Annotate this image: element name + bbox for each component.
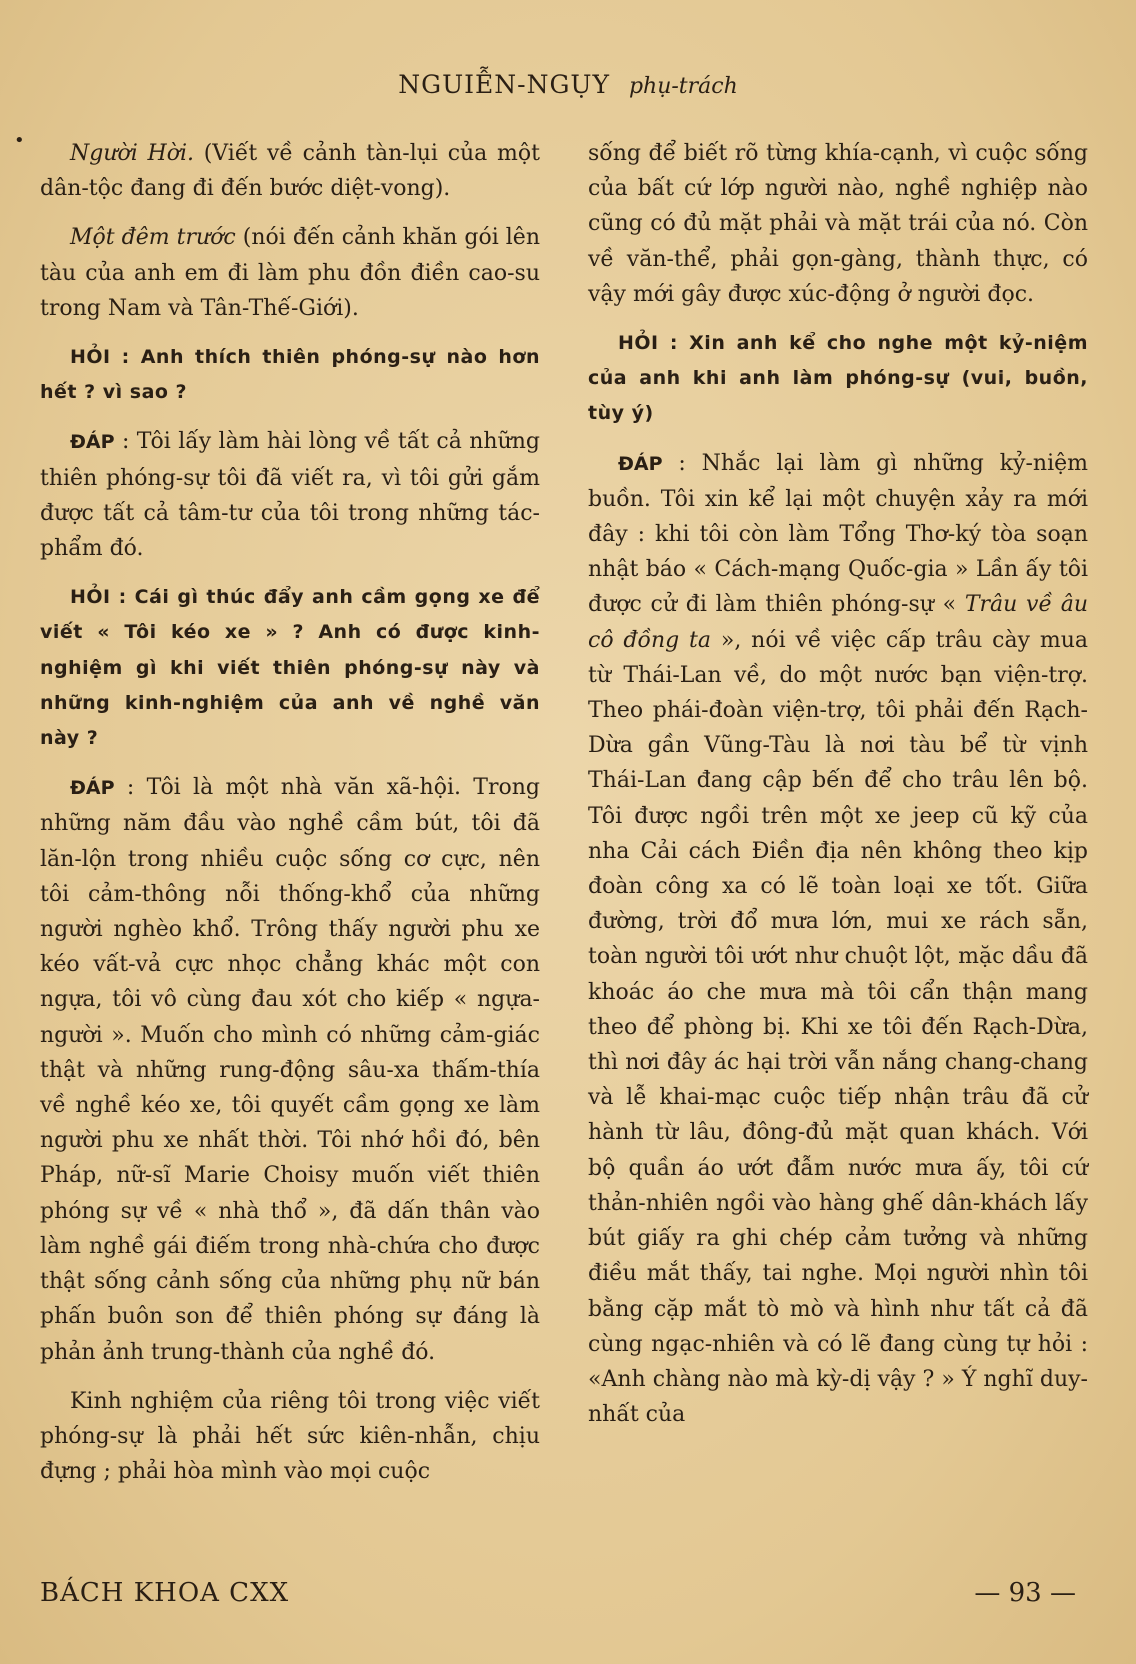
answer-2 xyxy=(40,770,540,1369)
answer-text: », nói về việc cấp trâu cày mua từ Thái-Lan về, do một nước bạn viện-trợ. Theo phái-đoàn viện-trợ, tôi phải đến Rạch-Dừa gần Vũng-Tàu là nơi tàu bể từ vịnh Thái-Lan đang cập bến để cho trâu lên bộ. Tôi được ngồi trên một xe jeep cũ kỹ của nha Cải cách Điền địa nên không theo kịp đoàn công xa có lẽ toàn loại xe tốt. Giữa đường, trời đổ mưa lớn, mui xe rách sẵn, toàn người tôi ướt như chuột lột, mặc dầu đã khoác áo che mưa mà tôi cẩn thận mang theo để phòng bị. Khi xe tôi đến Rạch-Dừa, thì nơi đây ác hại trời vẫn nắng chang-chang và lễ khai-mạc cuộc tiếp nhận trâu đã cử hành từ lâu, đông-đủ mặt quan khách. Với bộ quần áo ướt đẫm nước mưa ấy, tôi cứ thản-nhiên ngồi vào hàng ghế dân-khách lấy bút giấy ra ghi chép cảm tưởng và những điều mắt thấy, tai nghe. Mọi người nhìn tôi bằng cặp mắt tò mò và hình như tất cả đã cùng ngạc-nhiên và có lẽ đang cùng tự hỏi : «Anh chàng nào mà kỳ-dị vậy ? » Ý nghĩ duy-nhất của xyxy=(588,627,1088,1428)
running-header xyxy=(0,70,1136,99)
page-number: — 93 — xyxy=(974,1578,1076,1608)
work-description: (Viết về cảnh tàn-lụi của một dân-tộc đang đi đến bước diệt-vong). xyxy=(40,141,540,202)
header-title: NGUIỄN-NGỤY xyxy=(398,70,610,99)
question-1: HỎI : Anh thích thiên phóng-sự nào hơn hết ? vì sao ? xyxy=(40,346,540,404)
work-title: Một đêm trước xyxy=(70,225,236,251)
report-title: Trâu về âu cô đồng ta xyxy=(588,592,1088,653)
left-column xyxy=(40,136,540,1503)
header-subtitle: phụ-trách xyxy=(628,74,738,99)
margin-dot-mark: • xyxy=(14,130,25,151)
answer-text: : Tôi lấy làm hài lòng về tất cả những thiên phóng-sự tôi đã viết ra, vì tôi gửi gắm được tất cả tâm-tư của tôi trong những tác-phẩm đó. xyxy=(40,429,540,562)
paragraph xyxy=(40,220,540,326)
paragraph: Kinh nghiệm của riêng tôi trong việc viết phóng-sự là phải hết sức kiên-nhẫn, chịu đựng ; phải hòa mình vào mọi cuộc xyxy=(40,1388,540,1485)
answer-text: : Tôi là một nhà văn xã-hội. Trong những năm đầu vào nghề cầm bút, tôi đã lăn-lộn trong nhiều cuộc sống cơ cực, nên tôi cảm-thông nỗi thống-khổ của những người nghèo khổ. Trông thấy người phu xe kéo vất-vả cực nhọc chẳng khác một con ngựa, tôi vô cùng đau xót cho kiếp « ngựa-người ». Muốn cho mình có những cảm-giác thật và những rung-động sâu-xa thấm-thía về nghề kéo xe, tôi quyết cầm gọng xe làm người phu xe nhất thời. Tôi nhớ hồi đó, bên Pháp, nữ-sĩ Marie Choisy muốn viết thiên phóng sự về « nhà thổ », đã dấn thân vào làm nghề gái điếm trong nhà-chứa cho được thật sống cảnh sống của những phụ nữ bán phấn buôn son để thiên phóng sự đáng là phản ảnh trung-thành của nghề đó. xyxy=(40,775,540,1365)
answer-text: : Nhắc lại làm gì những kỷ-niệm buồn. Tôi xin kể lại một chuyện xảy ra mới đây : khi tôi còn làm Tổng Thơ-ký tòa soạn nhật báo « Cách-mạng Quốc-gia » Lần ấy tôi được cử đi làm thiên phóng-sự « xyxy=(588,450,1088,618)
paragraph: sống để biết rõ từng khía-cạnh, vì cuộc sống của bất cứ lớp người nào, nghề nghiệp nào cũng có đủ mặt phải và mặt trái của nó. Còn về văn-thể, phải gọn-gàng, thành thực, có vậy mới gây được xúc-động ở người đọc. xyxy=(588,141,1088,307)
right-column xyxy=(588,136,1088,1446)
paragraph xyxy=(40,136,540,206)
question-2: HỎI : Cái gì thúc đẩy anh cầm gọng xe để viết « Tôi kéo xe » ? Anh có được kinh-nghiệm gì khi viết thiên phóng-sự này và những kinh-nghiệm của anh về nghề văn này ? xyxy=(40,586,540,750)
answer-3 xyxy=(588,446,1088,1433)
answer-lead: ĐÁP xyxy=(70,431,115,454)
work-description: (nói đến cảnh khăn gói lên tàu của anh em đi làm phu đồn điền cao-su trong Nam và Tân-Thế-Giới). xyxy=(40,225,540,321)
magazine-name: BÁCH KHOA CXX xyxy=(40,1578,290,1608)
answer-lead: ĐÁP xyxy=(618,452,663,475)
answer-lead: ĐÁP xyxy=(70,777,115,800)
answer-1 xyxy=(40,424,540,566)
question-3: HỎI : Xin anh kể cho nghe một kỷ-niệm của anh khi anh làm phóng-sự (vui, buồn, tùy ý) xyxy=(588,332,1088,425)
work-title: Người Hời. xyxy=(70,141,194,166)
